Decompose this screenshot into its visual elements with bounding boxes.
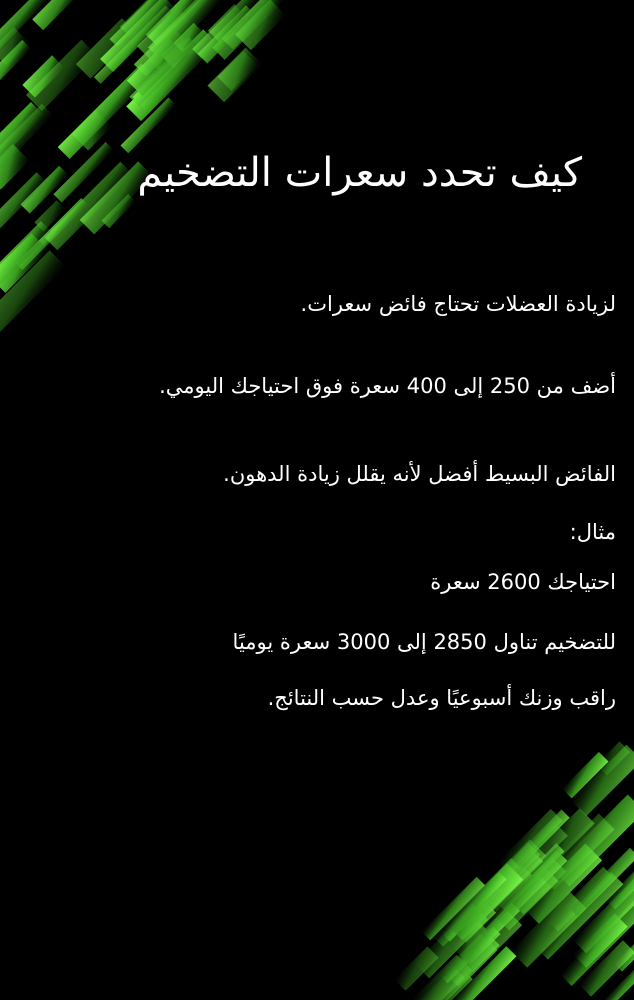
text-line: لزيادة العضلات تحتاج فائض سعرات. bbox=[300, 292, 616, 316]
text-line: احتياجك 2600 سعرة bbox=[430, 570, 616, 594]
post-title: كيف تحدد سعرات التضخيم bbox=[137, 150, 582, 196]
text-line: الفائض البسيط أفضل لأنه يقلل زيادة الدهون. bbox=[223, 462, 616, 486]
text-line: راقب وزنك أسبوعيًا وعدل حسب النتائج. bbox=[267, 686, 616, 710]
text-line: أضف من 250 إلى 400 سعرة فوق احتياجك اليومي. bbox=[159, 374, 616, 398]
text-line: مثال: bbox=[569, 520, 616, 544]
text-line: للتضخيم تناول 2850 إلى 3000 سعرة يوميًا bbox=[232, 630, 616, 654]
